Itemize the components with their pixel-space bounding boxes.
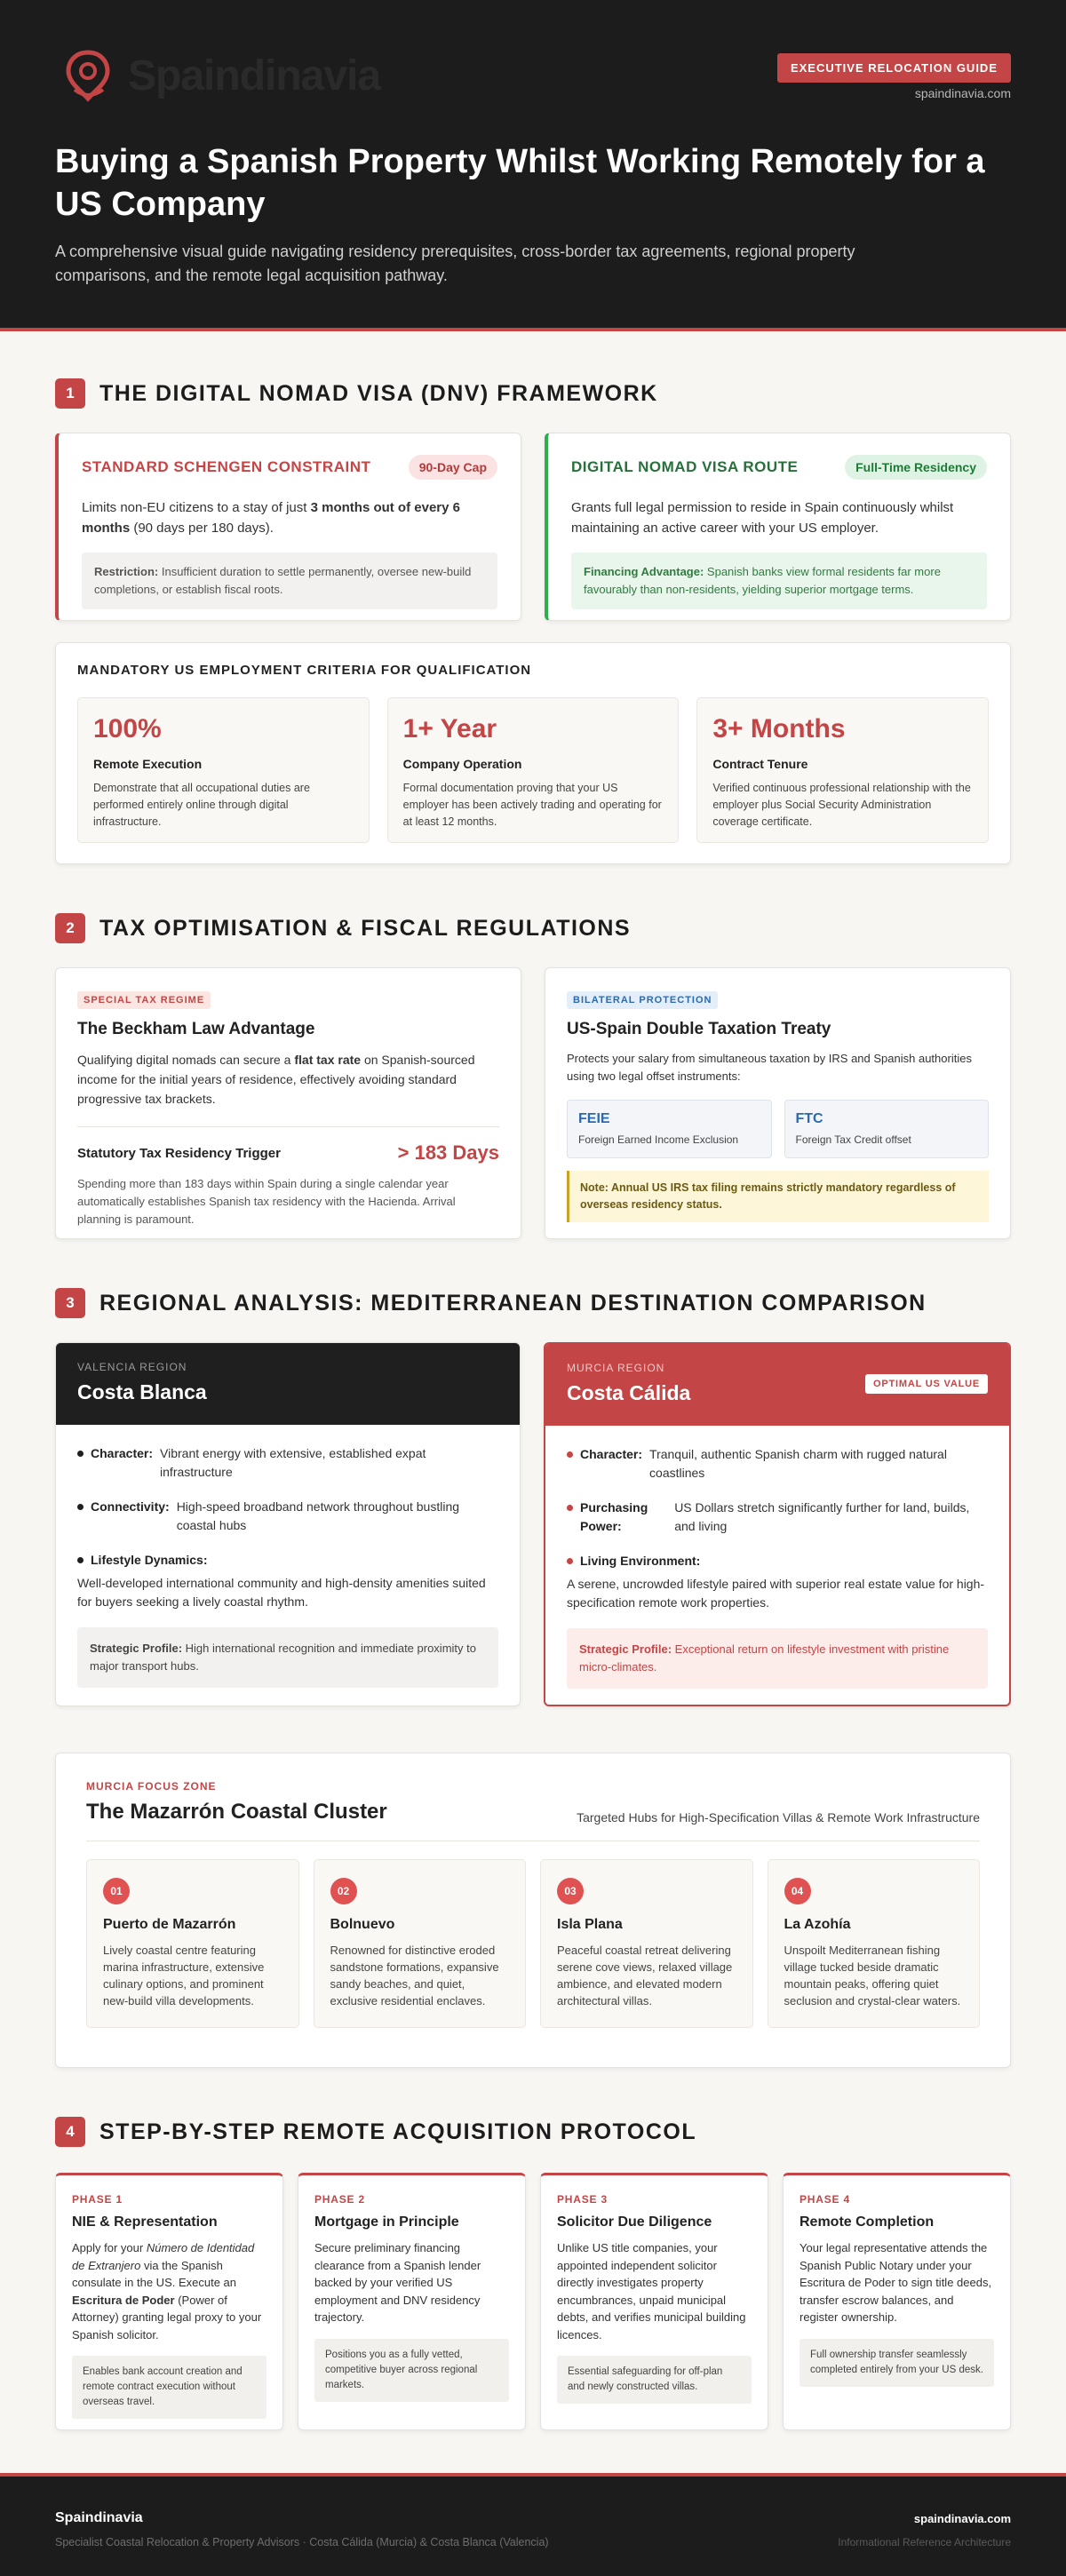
offset-item: [567, 1100, 772, 1158]
criteria-value: 3+ Months: [712, 714, 846, 743]
status-badge: Full-Time Residency: [845, 455, 987, 480]
section-tax: [0, 910, 1066, 1239]
criteria-item: [696, 697, 989, 843]
section-title: THE DIGITAL NOMAD VISA (DNV) FRAMEWORK: [99, 380, 658, 406]
page-title: Buying a Spanish Property Whilst Working Remotely for a US Company: [55, 143, 985, 223]
section-heading: [55, 376, 1011, 411]
card-body: Protects your salary from simultaneous taxation by IRS and Spanish authorities using two legal offset instruments:: [567, 1052, 972, 1083]
phase-label: PHASE 2: [314, 2193, 365, 2206]
card-body: Limits non-EU citizens to a stay of just 3 months out of every 6 months (90 days per 180 days).: [82, 500, 460, 536]
hub-number: 03: [557, 1878, 584, 1904]
criteria-label: Company Operation: [402, 757, 522, 771]
hub-desc: Unspoilt Mediterranean fishing village tucked beside dramatic mountain peaks, offering quiet seclusion and crystal-clear waters.: [784, 1944, 961, 2008]
hub-number: 04: [784, 1878, 811, 1904]
treaty-card: [545, 967, 1011, 1239]
strategic-profile: Strategic Profile: Exceptional return on lifestyle investment with pristine micro-climates.: [567, 1628, 988, 1689]
phase-card: [298, 2173, 526, 2430]
region-label: MURCIA REGION: [567, 1362, 665, 1374]
footer-brand: Spaindinavia: [55, 2510, 143, 2525]
site-link[interactable]: spaindinavia.com: [914, 86, 1011, 100]
hub-desc: Peaceful coastal retreat delivering serene cove views, relaxed village ambience, and elevated modern architectural villas.: [557, 1944, 733, 2008]
footer-info: Informational Reference Architecture: [838, 2536, 1011, 2548]
strategic-profile: Strategic Profile: High international recognition and immediate proximity to major transport hubs.: [77, 1627, 498, 1688]
phase-note: Full ownership transfer seamlessly completed entirely from your US desk.: [800, 2339, 994, 2387]
dnv-card: [545, 433, 1011, 621]
phase-card: [783, 2173, 1011, 2430]
footer-site-link[interactable]: spaindinavia.com: [913, 2512, 1011, 2525]
section-heading: [55, 910, 1011, 946]
logo[interactable]: [64, 49, 380, 102]
list-item: Living Environment: A serene, uncrowded lifestyle paired with superior real estate value for high-specification remote work properties.: [567, 1554, 985, 1610]
section-title: TAX OPTIMISATION & FISCAL REGULATIONS: [99, 915, 632, 941]
costa-calida-card: [544, 1342, 1011, 1706]
guide-badge: EXECUTIVE RELOCATION GUIDE: [777, 53, 1011, 83]
criteria-item: [387, 697, 680, 843]
focus-tag: MURCIA FOCUS ZONE: [86, 1780, 217, 1793]
bullet-icon: [567, 1558, 573, 1564]
criteria-desc: Demonstrate that all occupational duties are performed entirely online through digital infrastructure.: [93, 782, 310, 828]
section-number: 3: [55, 1288, 85, 1318]
page-subtitle: A comprehensive visual guide navigating residency prerequisites, cross-border tax agreements, regional property comparisons, and the remote legal acquisition pathway.: [55, 242, 855, 284]
hub-name: Isla Plana: [557, 1917, 623, 1932]
section-heading: [55, 2114, 1011, 2150]
phase-title: Remote Completion: [800, 2214, 935, 2230]
footer-tagline: Specialist Coastal Relocation & Property Advisors · Costa Cálida (Murcia) & Costa Blanca (Valencia): [55, 2536, 549, 2548]
criteria-desc: Formal documentation proving that your US employer has been actively trading and operating for at least 12 months.: [402, 782, 662, 828]
regime-tag: SPECIAL TAX REGIME: [77, 991, 211, 1009]
costa-blanca-card: [55, 1342, 521, 1706]
hub-desc: Renowned for distinctive eroded sandstone formations, expansive sandy beaches, and quiet, exclusive residential enclaves.: [330, 1944, 499, 2008]
list-item: Purchasing Power: US Dollars stretch significantly further for land, builds, and living: [567, 1499, 988, 1536]
criteria-item: [77, 697, 370, 843]
hub-name: La Azohía: [784, 1917, 851, 1932]
hub-name: Puerto de Mazarrón: [103, 1917, 236, 1932]
criteria-desc: Verified continuous professional relationship with the employer plus Social Security Administration coverage certificate.: [712, 782, 971, 828]
criteria-value: 1+ Year: [402, 714, 497, 743]
section-acquisition: [0, 2114, 1066, 2430]
beckham-card: [55, 967, 521, 1239]
section-regions: [0, 1285, 1066, 2068]
region-label: VALENCIA REGION: [77, 1361, 187, 1373]
trigger-value: > 183 Days: [397, 1141, 499, 1164]
hub-name: Bolnuevo: [330, 1917, 395, 1932]
hub-card: [314, 1859, 527, 2028]
phase-body: Your legal representative attends the Spanish Public Notary under your Escritura de Poder to sign title deeds, transfer escrow balances, and register ownership.: [800, 2241, 992, 2324]
region-name: Costa Blanca: [77, 1380, 207, 1403]
bullet-icon: [567, 1451, 573, 1458]
card-title: US-Spain Double Taxation Treaty: [567, 1020, 831, 1038]
map-pin-icon: [64, 49, 112, 102]
criteria-label: Remote Execution: [93, 757, 203, 771]
section-number: 2: [55, 913, 85, 943]
phase-title: Mortgage in Principle: [314, 2214, 459, 2230]
optimal-badge: OPTIMAL US VALUE: [865, 1374, 988, 1394]
section-number: 1: [55, 378, 85, 409]
offset-desc: Foreign Earned Income Exclusion: [578, 1133, 739, 1146]
section-number: 4: [55, 2117, 85, 2147]
phase-title: Solicitor Due Diligence: [557, 2214, 712, 2230]
mazarron-focus-card: [55, 1753, 1011, 2068]
card-body: Qualifying digital nomads can secure a flat tax rate on Spanish-sourced income for the initial years of residence, effectively avoiding standard progressive tax brackets.: [77, 1053, 475, 1106]
focus-title: The Mazarrón Coastal Cluster: [86, 1800, 387, 1824]
list-item: Connectivity: High-speed broadband network throughout bustling coastal hubs: [77, 1498, 498, 1535]
phase-card: [55, 2173, 283, 2430]
card-title: STANDARD SCHENGEN CONSTRAINT: [82, 458, 371, 475]
phase-label: PHASE 3: [557, 2193, 608, 2206]
phase-title: NIE & Representation: [72, 2214, 218, 2230]
focus-subtitle: Targeted Hubs for High-Specification Villas & Remote Work Infrastructure: [577, 1810, 980, 1825]
region-name: Costa Cálida: [567, 1381, 691, 1404]
card-title: The Beckham Law Advantage: [77, 1020, 315, 1038]
phase-body: Secure preliminary financing clearance from a Spanish lender backed by your verified US employment and DNV residency trajectory.: [314, 2241, 481, 2324]
card-title: DIGITAL NOMAD VISA ROUTE: [571, 458, 799, 475]
offset-name: FTC: [795, 1111, 823, 1126]
phase-label: PHASE 1: [72, 2193, 123, 2206]
criteria-card: [55, 642, 1011, 864]
trigger-desc: Spending more than 183 days within Spain during a single calendar year automatically establishes Spanish tax residency with the Hacienda. Arrival planning is paramount.: [77, 1177, 456, 1226]
hub-number: 01: [103, 1878, 130, 1904]
criteria-title: MANDATORY US EMPLOYMENT CRITERIA FOR QUALIFICATION: [77, 663, 532, 678]
phase-card: [540, 2173, 768, 2430]
offset-item: [784, 1100, 990, 1158]
page-footer: [0, 2473, 1066, 2576]
phase-note: Enables bank account creation and remote contract execution without overseas travel.: [72, 2356, 266, 2419]
criteria-value: 100%: [93, 714, 162, 743]
hub-card: [768, 1859, 981, 2028]
bullet-icon: [567, 1505, 573, 1511]
schengen-card: [55, 433, 521, 621]
offset-desc: Foreign Tax Credit offset: [795, 1133, 911, 1146]
page-header: [0, 0, 1066, 331]
section-heading: [55, 1285, 1011, 1321]
section-title: STEP-BY-STEP REMOTE ACQUISITION PROTOCOL: [99, 2119, 697, 2144]
hub-number: 02: [330, 1878, 357, 1904]
list-item: Lifestyle Dynamics: Well-developed international community and high-density amenities suited for buyers seeking a lively coastal rhythm.: [77, 1553, 486, 1609]
protection-tag: BILATERAL PROTECTION: [567, 991, 718, 1009]
status-badge: 90-Day Cap: [409, 455, 497, 480]
phase-note: Positions you as a fully vetted, competitive buyer across regional markets.: [314, 2339, 509, 2402]
hub-desc: Lively coastal centre featuring marina infrastructure, extensive culinary options, and prominent new-build villa developments.: [103, 1944, 265, 2008]
bullet-icon: [77, 1451, 84, 1457]
bullet-icon: [77, 1504, 84, 1510]
offset-name: FEIE: [578, 1111, 610, 1126]
irs-note: Note: Annual US IRS tax filing remains strictly mandatory regardless of overseas residency status.: [567, 1171, 989, 1222]
logo-text: Spaindinavia: [128, 52, 381, 99]
bullet-icon: [77, 1557, 84, 1563]
hub-card: [86, 1859, 299, 2028]
phase-label: PHASE 4: [800, 2193, 850, 2206]
trigger-label: Statutory Tax Residency Trigger: [77, 1145, 281, 1161]
financing-note: Financing Advantage: Spanish banks view formal residents far more favourably than non-residents, yielding superior mortgage terms.: [571, 553, 987, 609]
list-item: Character: Vibrant energy with extensive, established expat infrastructure: [77, 1444, 498, 1482]
criteria-label: Contract Tenure: [712, 757, 808, 771]
list-item: Character: Tranquil, authentic Spanish charm with rugged natural coastlines: [567, 1445, 988, 1483]
card-body: Grants full legal permission to reside in Spain continuously whilst maintaining an active career with your US employer.: [571, 500, 954, 536]
phase-body: Unlike US title companies, your appointed independent solicitor directly investigates property encumbrances, unpaid municipal debts, and verifies municipal building licences.: [557, 2241, 746, 2341]
section-title: REGIONAL ANALYSIS: MEDITERRANEAN DESTINATION COMPARISON: [99, 1290, 927, 1316]
hub-card: [540, 1859, 753, 2028]
section-dnv: [0, 376, 1066, 864]
restriction-note: Restriction: Insufficient duration to settle permanently, oversee new-build completions, or establish fiscal roots.: [82, 553, 497, 609]
phase-note: Essential safeguarding for off-plan and newly constructed villas.: [557, 2356, 752, 2404]
phase-body: Apply for your Número de Identidad de Extranjero via the Spanish consulate in the US. Execute an Escritura de Poder (Power of Attorney) granting legal proxy to your Spanish solicitor.: [72, 2241, 262, 2341]
